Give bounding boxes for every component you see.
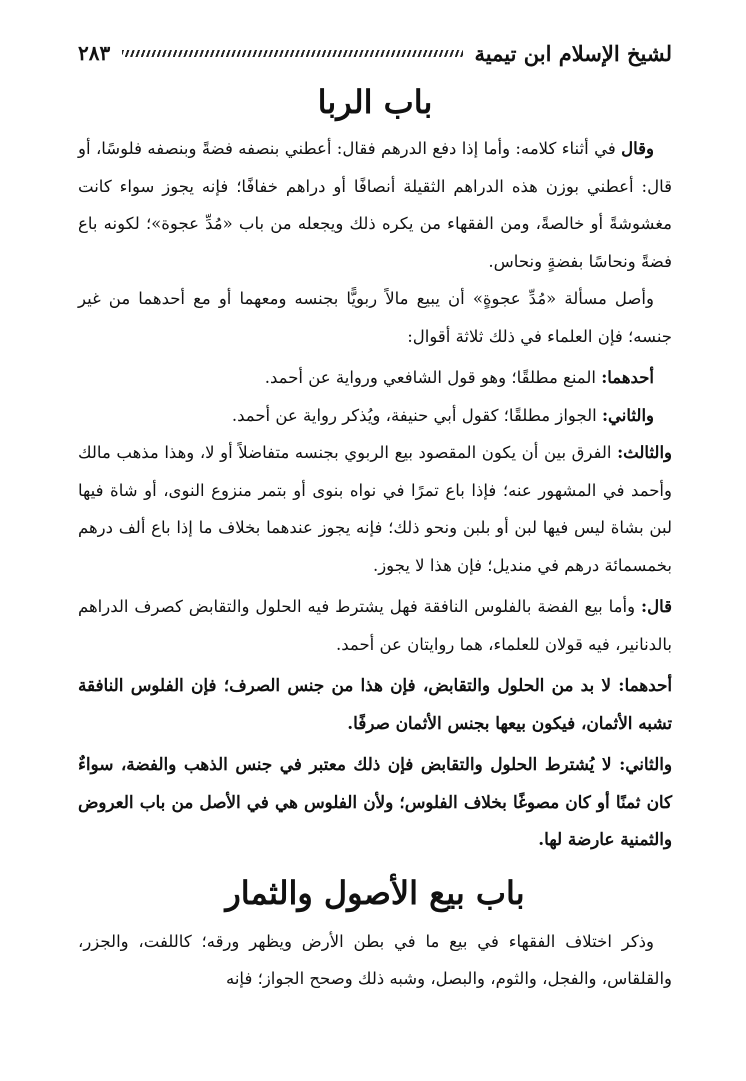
paragraph: [78, 746, 672, 859]
page-number: ٢٨٣: [78, 41, 111, 65]
paragraph-lead: والثاني:: [619, 754, 672, 774]
section-heading-usul-thimar: باب بيع الأصول والثمار: [225, 873, 525, 912]
paragraph-lead: قال:: [641, 597, 672, 616]
paragraph: [78, 588, 672, 663]
paragraph: [78, 359, 672, 397]
paragraph: [78, 667, 672, 742]
paragraph-text: الفرق بين أن يكون المقصود بيع الربوي بجنسه متفاضلاً أو لا، وهذا مذهب مالك وأحمد في المشهور عنه؛ فإذا باع تمرًا في نواه بنوى أو بتمر منزوع النوى، أو شاة فيها لبن بشاة ليس فيها لبن أو بلبن ونحو ذلك؛ فإنه يجوز عندهما بخلاف ما إذا باع ألف درهم بخمسمائة درهم في منديل؛ فإن هذا لا يجوز.: [78, 443, 672, 575]
running-header: [78, 38, 672, 68]
paragraph-text: وأصل مسألة «مُدِّ عجوةٍ» أن يبيع مالاً ربويًّا بجنسه ومعهما أو مع أحدهما من غير جنسه؛ فإن العلماء في ذلك ثلاثة أقوال:: [78, 289, 672, 346]
section-heading-riba: باب الربا: [317, 83, 433, 121]
paragraph-text: في أثناء كلامه: وأما إذا دفع الدرهم فقال: أعطني بنصفه فضةً وبنصفه فلوسًا، أو قال: أعطني بوزن هذه الدراهم الثقيلة أنصافًا أو دراهم خفافًا؛ فإنه يجوز سواء كانت مغشوشةً أو خالصةً، ومن الفقهاء من يكره ذلك ويجعله من باب «مُدِّ عجوة»؛ لكونه باع فضةً ونحاسًا بفضةٍ ونحاس.: [78, 139, 672, 271]
paragraph: [78, 923, 672, 998]
paragraph-text: لا بد من الحلول والتقابض، فإن هذا من جنس الصرف؛ فإن الفلوس النافقة تشبه الأثمان، فيكون بيعها بجنس الأثمان صرفًا.: [78, 675, 672, 733]
paragraph: [78, 280, 672, 355]
paragraph-text: لا يُشترط الحلول والتقابض فإن ذلك معتبر في جنس الذهب والفضة، سواءٌ كان ثمنًا أو كان مصوغًا بخلاف الفلوس؛ ولأن الفلوس هي في الأصل من باب العروض والثمنية عارضة لها.: [78, 754, 672, 849]
paragraph-text: وأما بيع الفضة بالفلوس النافقة فهل يشترط فيه الحلول والتقابض كصرف الدراهم بالدنانير، فيه قولان للعلماء، هما روايتان عن أحمد.: [78, 597, 672, 654]
header-decorative-rule: [122, 50, 462, 57]
paragraph-text: وذكر اختلاف الفقهاء في بيع ما في بطن الأرض ويظهر ورقه؛ كاللفت، والجزر، والقلقاس، والفجل، والثوم، والبصل، وشبه ذلك وصحح الجواز؛ فإنه: [78, 931, 672, 988]
paragraph-lead: والثالث:: [617, 443, 672, 462]
paragraph: [78, 130, 672, 280]
header-title: لشيخ الإسلام ابن تيمية: [474, 40, 672, 66]
paragraph-lead: أحدهما:: [618, 675, 673, 695]
paragraph-lead: والثاني:: [601, 405, 654, 425]
paragraph: [78, 434, 672, 584]
paragraph-text: الجواز مطلقًا؛ كقول أبي حنيفة، ويُذكر رواية عن أحمد.: [231, 405, 602, 425]
paragraph-text: المنع مطلقًا؛ وهو قول الشافعي ورواية عن أحمد.: [264, 368, 602, 387]
paragraph-lead: وقال: [621, 139, 654, 158]
paragraph-lead: أحدهما:: [601, 368, 654, 387]
paragraph: [78, 397, 672, 435]
